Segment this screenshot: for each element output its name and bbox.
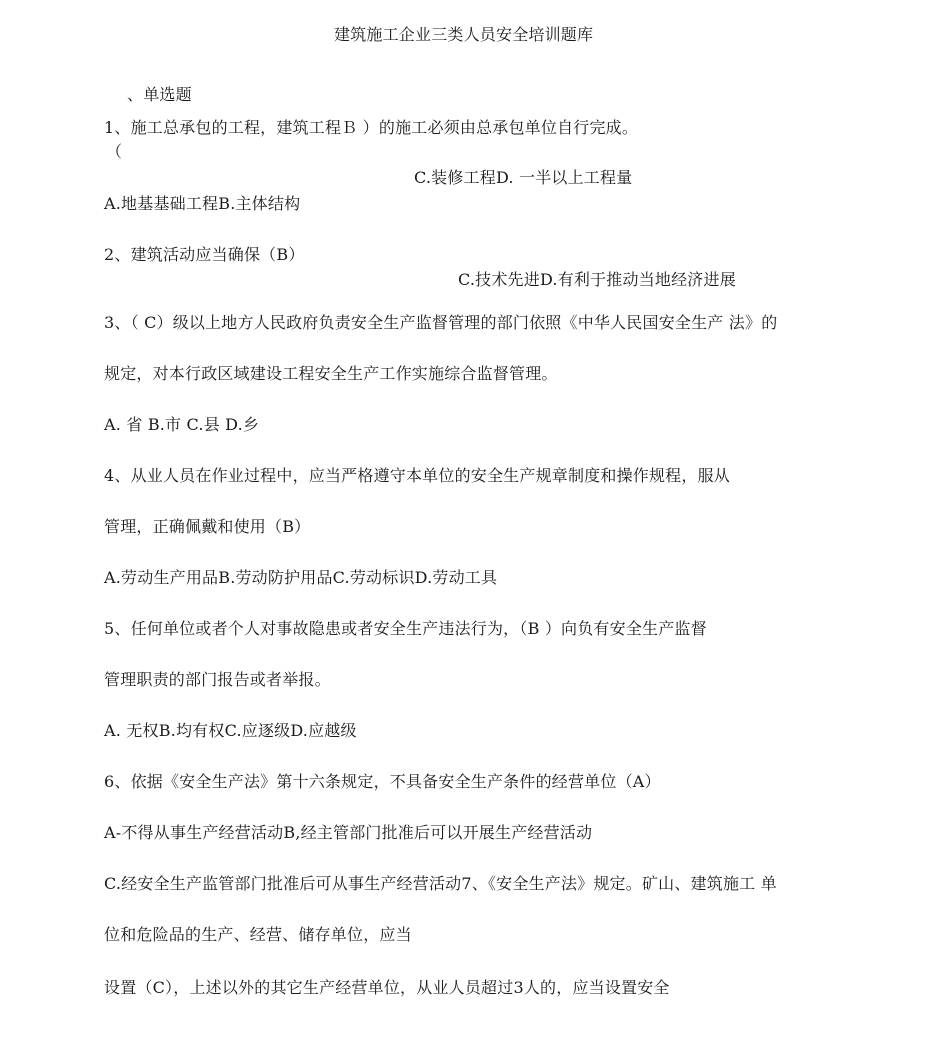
question-3-options: A. 省 B.市 C.县 D.乡 bbox=[104, 415, 260, 434]
question-7-stem-cont-2: 设置（C），上述以外的其它生产经营单位，从业人员超过3人的，应当设置安全 bbox=[104, 978, 670, 997]
question-1-stem: 1、施工总承包的工程，建筑工程Ｂ ）的施工必须由总承包单位自行完成。 bbox=[104, 118, 639, 137]
question-5-stem: 5、任何单位或者个人对事故隐患或者安全生产违法行为，（B ）向负有安全生产监督 bbox=[104, 619, 707, 638]
question-2-options: C.技术先进D.有利于推动当地经济进展 bbox=[458, 270, 736, 289]
question-3-stem-cont: 规定，对本行政区域建设工程安全生产工作实施综合监督管理。 bbox=[104, 364, 558, 383]
question-6-options-ab: A-不得从事生产经营活动B,经主管部门批准后可以开展生产经营活动 bbox=[104, 823, 593, 842]
question-5-options: A. 无权B.均有权C.应逐级D.应越级 bbox=[104, 721, 357, 740]
question-5-stem-cont: 管理职责的部门报告或者举报。 bbox=[104, 670, 331, 689]
question-4-stem-cont: 管理，正确佩戴和使用（B） bbox=[104, 517, 311, 536]
question-2-stem: 2、建筑活动应当确保（B） bbox=[104, 245, 305, 264]
question-6-stem: 6、依据《安全生产法》第十六条规定，不具备安全生产条件的经营单位（A） bbox=[104, 772, 661, 791]
question-4-stem: 4、从业人员在作业过程中，应当严格遵守本单位的安全生产规章制度和操作规程，服从 bbox=[104, 466, 730, 485]
question-1-paren: （ bbox=[106, 142, 123, 161]
question-4-options: A.劳动生产用品B.劳动防护用品C.劳动标识D.劳动工具 bbox=[104, 568, 498, 587]
question-7-stem-cont: 位和危险品的生产、经营、储存单位，应当 bbox=[104, 925, 412, 944]
question-1-options-ab: A.地基基础工程B.主体结构 bbox=[104, 194, 301, 213]
question-3-stem: 3、（ C）级以上地方人民政府负责安全生产监督管理的部门依照《中华人民国安全生产 法》的 bbox=[104, 313, 778, 332]
question-1-options-cd: C.装修工程D. 一半以上工程量 bbox=[414, 168, 633, 187]
document-title: 建筑施工企业三类人员安全培训题库 bbox=[334, 25, 594, 44]
section-heading: 、单选题 bbox=[127, 85, 192, 104]
question-6-option-c-question-7: C.经安全生产监管部门批准后可从事生产经营活动7、《安全生产法》规定。矿山、建筑施工 单 bbox=[104, 874, 777, 893]
